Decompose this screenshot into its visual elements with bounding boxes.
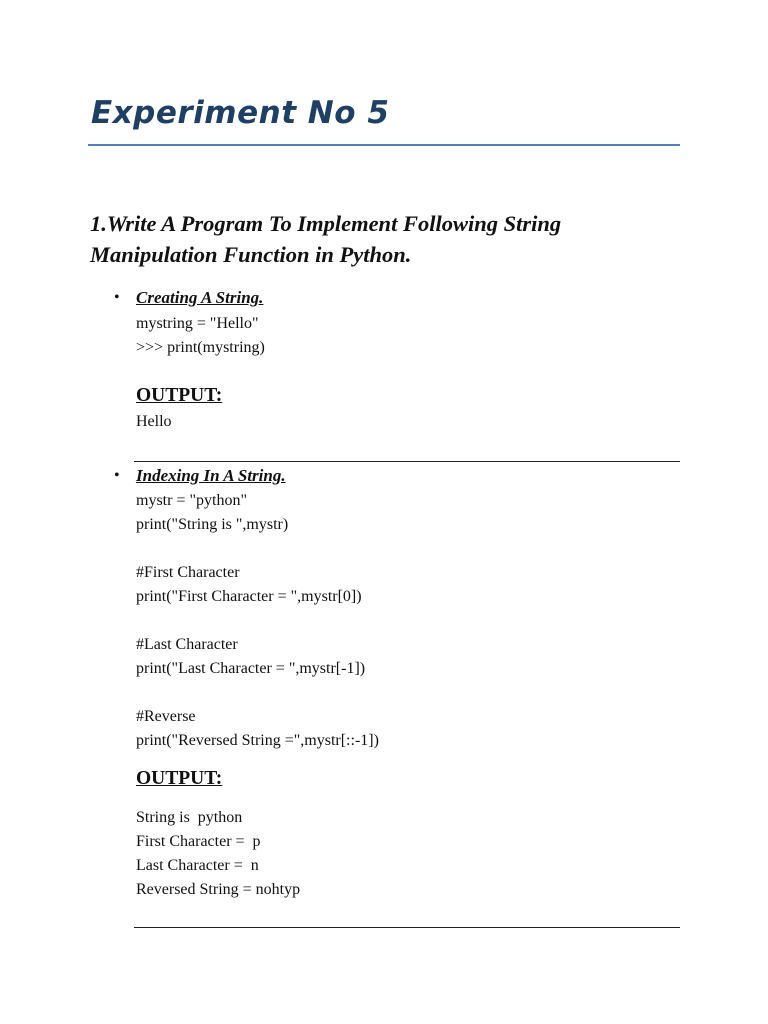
bullet-icon: •	[114, 289, 120, 306]
section-heading: Indexing In A String.	[136, 466, 286, 485]
output-line: Reversed String = nohtyp	[136, 881, 301, 898]
code-line: #Reverse	[136, 708, 196, 725]
code-line: print("Reversed String =",mystr[::-1])	[136, 732, 379, 749]
bullet-icon: •	[114, 467, 120, 484]
code-line: >>> print(mystring)	[136, 339, 265, 356]
code-line: print("Last Character = ",mystr[-1])	[136, 660, 366, 677]
question-heading	[90, 208, 710, 270]
output-label: OUTPUT:	[136, 768, 223, 789]
output-label: OUTPUT:	[136, 385, 223, 406]
title-divider	[88, 144, 680, 146]
output-line: Hello	[136, 413, 172, 430]
output-line: String is python	[136, 809, 243, 826]
code-line: mystring = "Hello"	[136, 315, 259, 332]
code-line: #First Character	[136, 564, 240, 581]
code-line: #Last Character	[136, 636, 238, 653]
output-line: Last Character = n	[136, 857, 259, 874]
question-line-2: Manipulation Function in Python.	[90, 242, 412, 267]
code-line: print("String is ",mystr)	[136, 516, 289, 533]
question-line-1: 1.Write A Program To Implement Following String	[90, 211, 562, 236]
code-line: mystr = "python"	[136, 492, 247, 509]
output-line: First Character = p	[136, 833, 261, 850]
code-line: print("First Character = ",mystr[0])	[136, 588, 362, 605]
section-divider	[134, 461, 680, 462]
section-divider	[134, 927, 680, 928]
section-heading: Creating A String.	[136, 288, 264, 307]
page-title: Experiment No 5	[91, 95, 390, 131]
